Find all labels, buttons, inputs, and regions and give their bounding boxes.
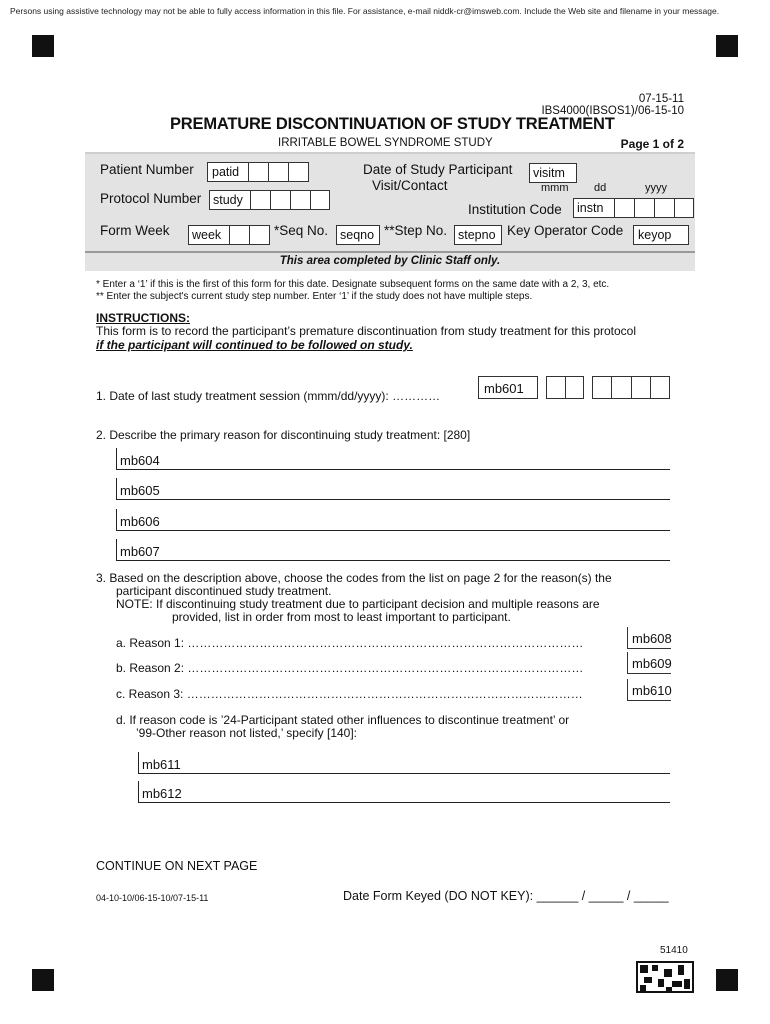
question-3d: d. If reason code is ’24-Participant stated other influences to discontinue treatment’ or <box>116 713 570 727</box>
specify-line-2[interactable] <box>138 802 670 803</box>
question-3: 3. Based on the description above, choose the codes from the list on page 2 for the reason(s) the <box>96 571 612 585</box>
revision-date: 07-15-11 <box>638 93 684 105</box>
question-1-code: mb601 <box>484 381 524 396</box>
date-form-keyed: Date Form Keyed (DO NOT KEY): ______ / _____ / _____ <box>343 889 669 903</box>
question-3-note: NOTE: If discontinuing study treatment due to participant decision and multiple reasons are <box>116 597 600 611</box>
form-number: 51410 <box>660 945 688 956</box>
staff-area-divider <box>85 251 695 253</box>
seq-number-value: seqno <box>340 228 375 242</box>
key-operator-value: keyop <box>638 228 672 242</box>
visit-date-label: Date of Study Participant <box>363 162 513 177</box>
reason-2-label: b. Reason 2: ……………………………………………………………………………………… <box>116 661 584 675</box>
form-week-label: Form Week <box>100 223 170 238</box>
form-barcode <box>636 961 694 993</box>
reason-line-4[interactable] <box>116 560 670 561</box>
accessibility-notice: Persons using assistive technology may not be able to fully access information in this file. For assistance, e-mail niddk-cr@imsweb.com. Include the Web site and filename in your message. <box>10 6 720 16</box>
specify-line-1[interactable] <box>138 773 670 774</box>
staff-area-note: This area completed by Clinic Staff only. <box>279 255 501 267</box>
registration-mark-top-left <box>32 35 54 57</box>
step-number-label: **Step No. <box>384 223 448 238</box>
specify-code-mb612: mb612 <box>142 786 182 801</box>
continue-note: CONTINUE ON NEXT PAGE <box>96 859 258 873</box>
line-tick <box>116 509 117 531</box>
reason-line-3[interactable] <box>116 530 670 531</box>
reason-3-label: c. Reason 3: ……………………………………………………………………………………… <box>116 687 583 701</box>
question-3-line-2: participant discontinued study treatment. <box>116 584 332 598</box>
specify-code-mb611: mb611 <box>142 757 181 772</box>
step-number-value: stepno <box>458 228 496 242</box>
form-week-value: week <box>192 228 222 242</box>
visit-date-mmm: mmm <box>541 182 569 194</box>
institution-code-value: instn <box>577 201 604 215</box>
reason-3-code: mb610 <box>632 683 672 698</box>
reason-code-mb605: mb605 <box>120 483 160 498</box>
visit-date-label-2: Visit/Contact <box>372 178 448 193</box>
footnotes <box>96 279 609 303</box>
registration-mark-top-right <box>716 35 738 57</box>
reason-line-1[interactable] <box>116 469 670 470</box>
footnote-seq: * Enter a ‘1’ if this is the first of this form for this date. Designate subsequent forms on the same date with a 2, 3, etc. <box>96 279 610 290</box>
question-3-note-2: provided, list in order from most to least important to participant. <box>172 610 511 624</box>
visit-date-value: visitm <box>533 166 565 180</box>
instructions-bold-text: if the participant will continued to be followed on study. <box>96 338 413 352</box>
instructions-text: This form is to record the participant’s premature discontinuation from study treatment for this protocol <box>96 324 637 338</box>
registration-mark-bottom-right <box>716 969 738 991</box>
reason-1-label: a. Reason 1: ……………………………………………………………………………………… <box>116 636 584 650</box>
line-tick <box>138 781 139 803</box>
question-2: 2. Describe the primary reason for discontinuing study treatment: [280] <box>96 428 471 442</box>
line-tick <box>116 448 117 470</box>
last-session-year-field[interactable] <box>592 376 670 399</box>
key-operator-label: Key Operator Code <box>507 223 624 238</box>
line-tick <box>116 478 117 500</box>
question-3d-line-2: ’99-Other reason not listed,’ specify [140]: <box>136 726 358 740</box>
instructions-heading: INSTRUCTIONS: <box>96 311 190 325</box>
patient-number-label: Patient Number <box>100 162 194 177</box>
footnote-step: ** Enter the subject's current study step number. Enter ‘1’ if the study does not have multiple steps. <box>96 291 533 302</box>
form-code: IBS4000(IBSOS1)/06-15-10 <box>541 105 684 117</box>
reason-2-code: mb609 <box>632 656 672 671</box>
protocol-number-label: Protocol Number <box>100 191 202 206</box>
line-tick <box>138 752 139 774</box>
registration-mark-bottom-left <box>32 969 54 991</box>
study-subtitle: IRRITABLE BOWEL SYNDROME STUDY <box>278 137 493 149</box>
seq-number-label: *Seq No. <box>274 223 329 238</box>
visit-date-dd: dd <box>594 182 607 194</box>
page-title: PREMATURE DISCONTINUATION OF STUDY TREATMENT <box>170 115 615 133</box>
line-tick <box>116 539 117 561</box>
institution-code-label: Institution Code <box>468 202 562 217</box>
reason-code-mb607: mb607 <box>120 544 160 559</box>
question-1: 1. Date of last study treatment session (mmm/dd/yyyy): ………… <box>96 389 441 403</box>
reason-line-2[interactable] <box>116 499 670 500</box>
version-dates: 04-10-10/06-15-10/07-15-11 <box>96 893 209 903</box>
reason-code-mb604: mb604 <box>120 453 160 468</box>
last-session-day-field[interactable] <box>546 376 584 399</box>
patient-number-value: patid <box>212 165 240 179</box>
protocol-number-value: study <box>213 193 243 207</box>
page-number: Page 1 of 2 <box>620 137 684 151</box>
visit-date-yyyy: yyyy <box>645 182 667 194</box>
reason-1-code: mb608 <box>632 631 672 646</box>
reason-code-mb606: mb606 <box>120 514 160 529</box>
